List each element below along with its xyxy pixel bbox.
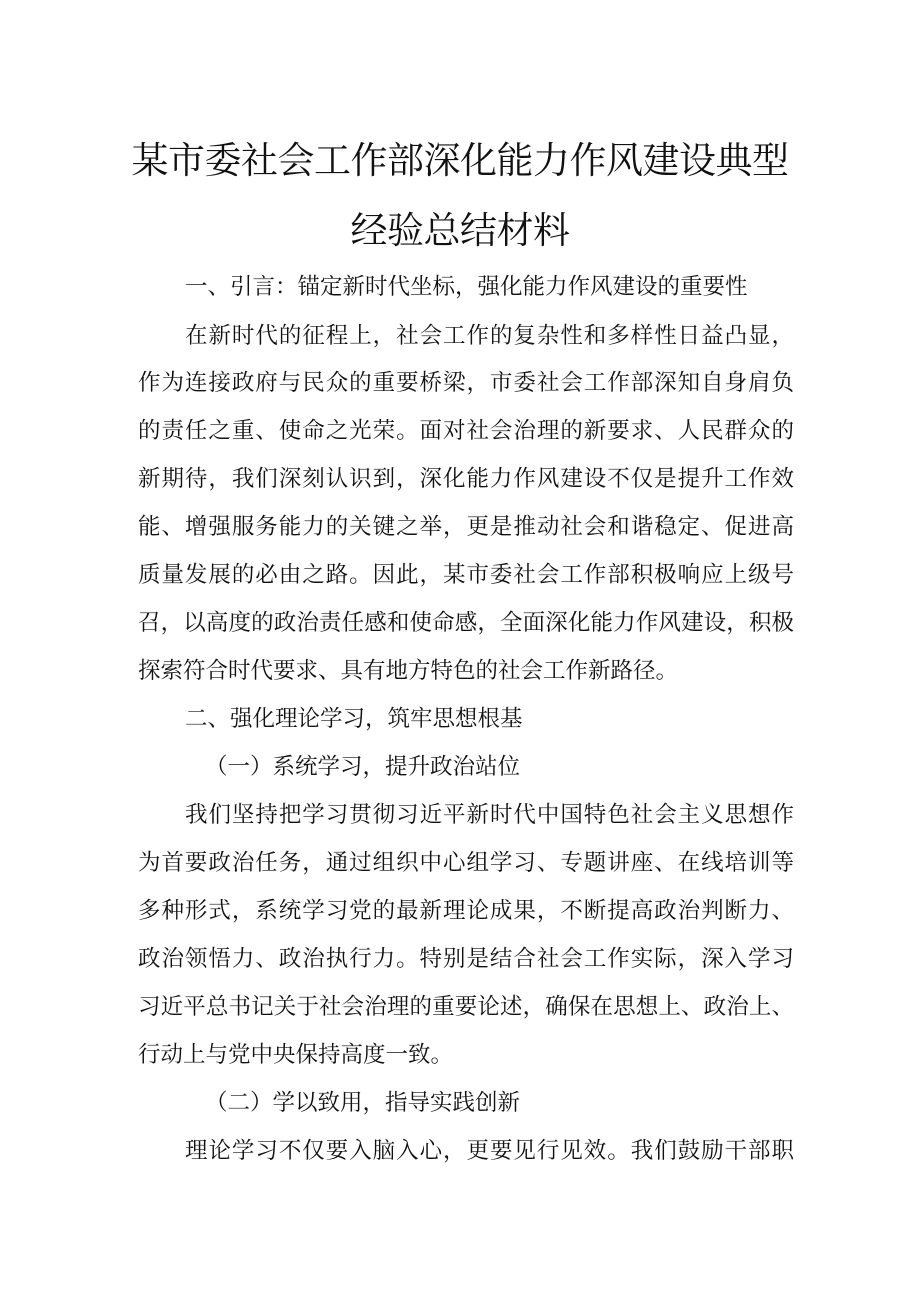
document-title-line-2: 经验总结材料 bbox=[350, 209, 570, 252]
document-title-line-1: 某市委社会工作部深化能力作风建设典型 bbox=[131, 139, 789, 182]
paragraph-2-line: 为首要政治任务，通过组织中心组学习、专题讲座、在线培训等 bbox=[138, 850, 794, 876]
paragraph-1-line: 在新时代的征程上，社会工作的复杂性和多样性日益凸显， bbox=[185, 323, 794, 349]
paragraph-2-line: 习近平总书记关于社会治理的重要论述，确保在思想上、政治上、 bbox=[138, 994, 794, 1020]
paragraph-1-line: 质量发展的必由之路。因此，某市委社会工作部积极响应上级号 bbox=[138, 562, 794, 588]
paragraph-2-line: 多种形式，系统学习党的最新理论成果，不断提高政治判断力、 bbox=[138, 898, 794, 924]
subsection-2-heading: （二）学以致用，指导实践创新 bbox=[205, 1090, 521, 1116]
paragraph-1-line: 的责任之重、使命之光荣。面对社会治理的新要求、人民群众的 bbox=[138, 418, 794, 444]
paragraph-1-line: 探索符合时代要求、具有地方特色的社会工作新路径。 bbox=[138, 658, 679, 684]
paragraph-3-line: 理论学习不仅要入脑入心，更要见行见效。我们鼓励干部职 bbox=[185, 1138, 794, 1164]
section-1-heading: 一、引言：锚定新时代坐标，强化能力作风建设的重要性 bbox=[185, 274, 748, 300]
paragraph-1-line: 新期待，我们深刻认识到，深化能力作风建设不仅是提升工作效 bbox=[138, 466, 794, 492]
subsection-1-heading: （一）系统学习，提升政治站位 bbox=[205, 754, 521, 780]
paragraph-2-line: 行动上与党中央保持高度一致。 bbox=[138, 1042, 454, 1068]
paragraph-1-line: 召，以高度的政治责任感和使命感，全面深化能力作风建设，积极 bbox=[138, 610, 794, 636]
paragraph-2-line: 政治领悟力、政治执行力。特别是结合社会工作实际，深入学习 bbox=[138, 946, 794, 972]
section-2-heading: 二、强化理论学习，筑牢思想根基 bbox=[185, 706, 523, 732]
paragraph-1-line: 能、增强服务能力的关键之举，更是推动社会和谐稳定、促进高 bbox=[138, 514, 794, 540]
paragraph-2-line: 我们坚持把学习贯彻习近平新时代中国特色社会主义思想作 bbox=[185, 802, 794, 828]
paragraph-1-line: 作为连接政府与民众的重要桥梁，市委社会工作部深知自身肩负 bbox=[138, 370, 794, 396]
